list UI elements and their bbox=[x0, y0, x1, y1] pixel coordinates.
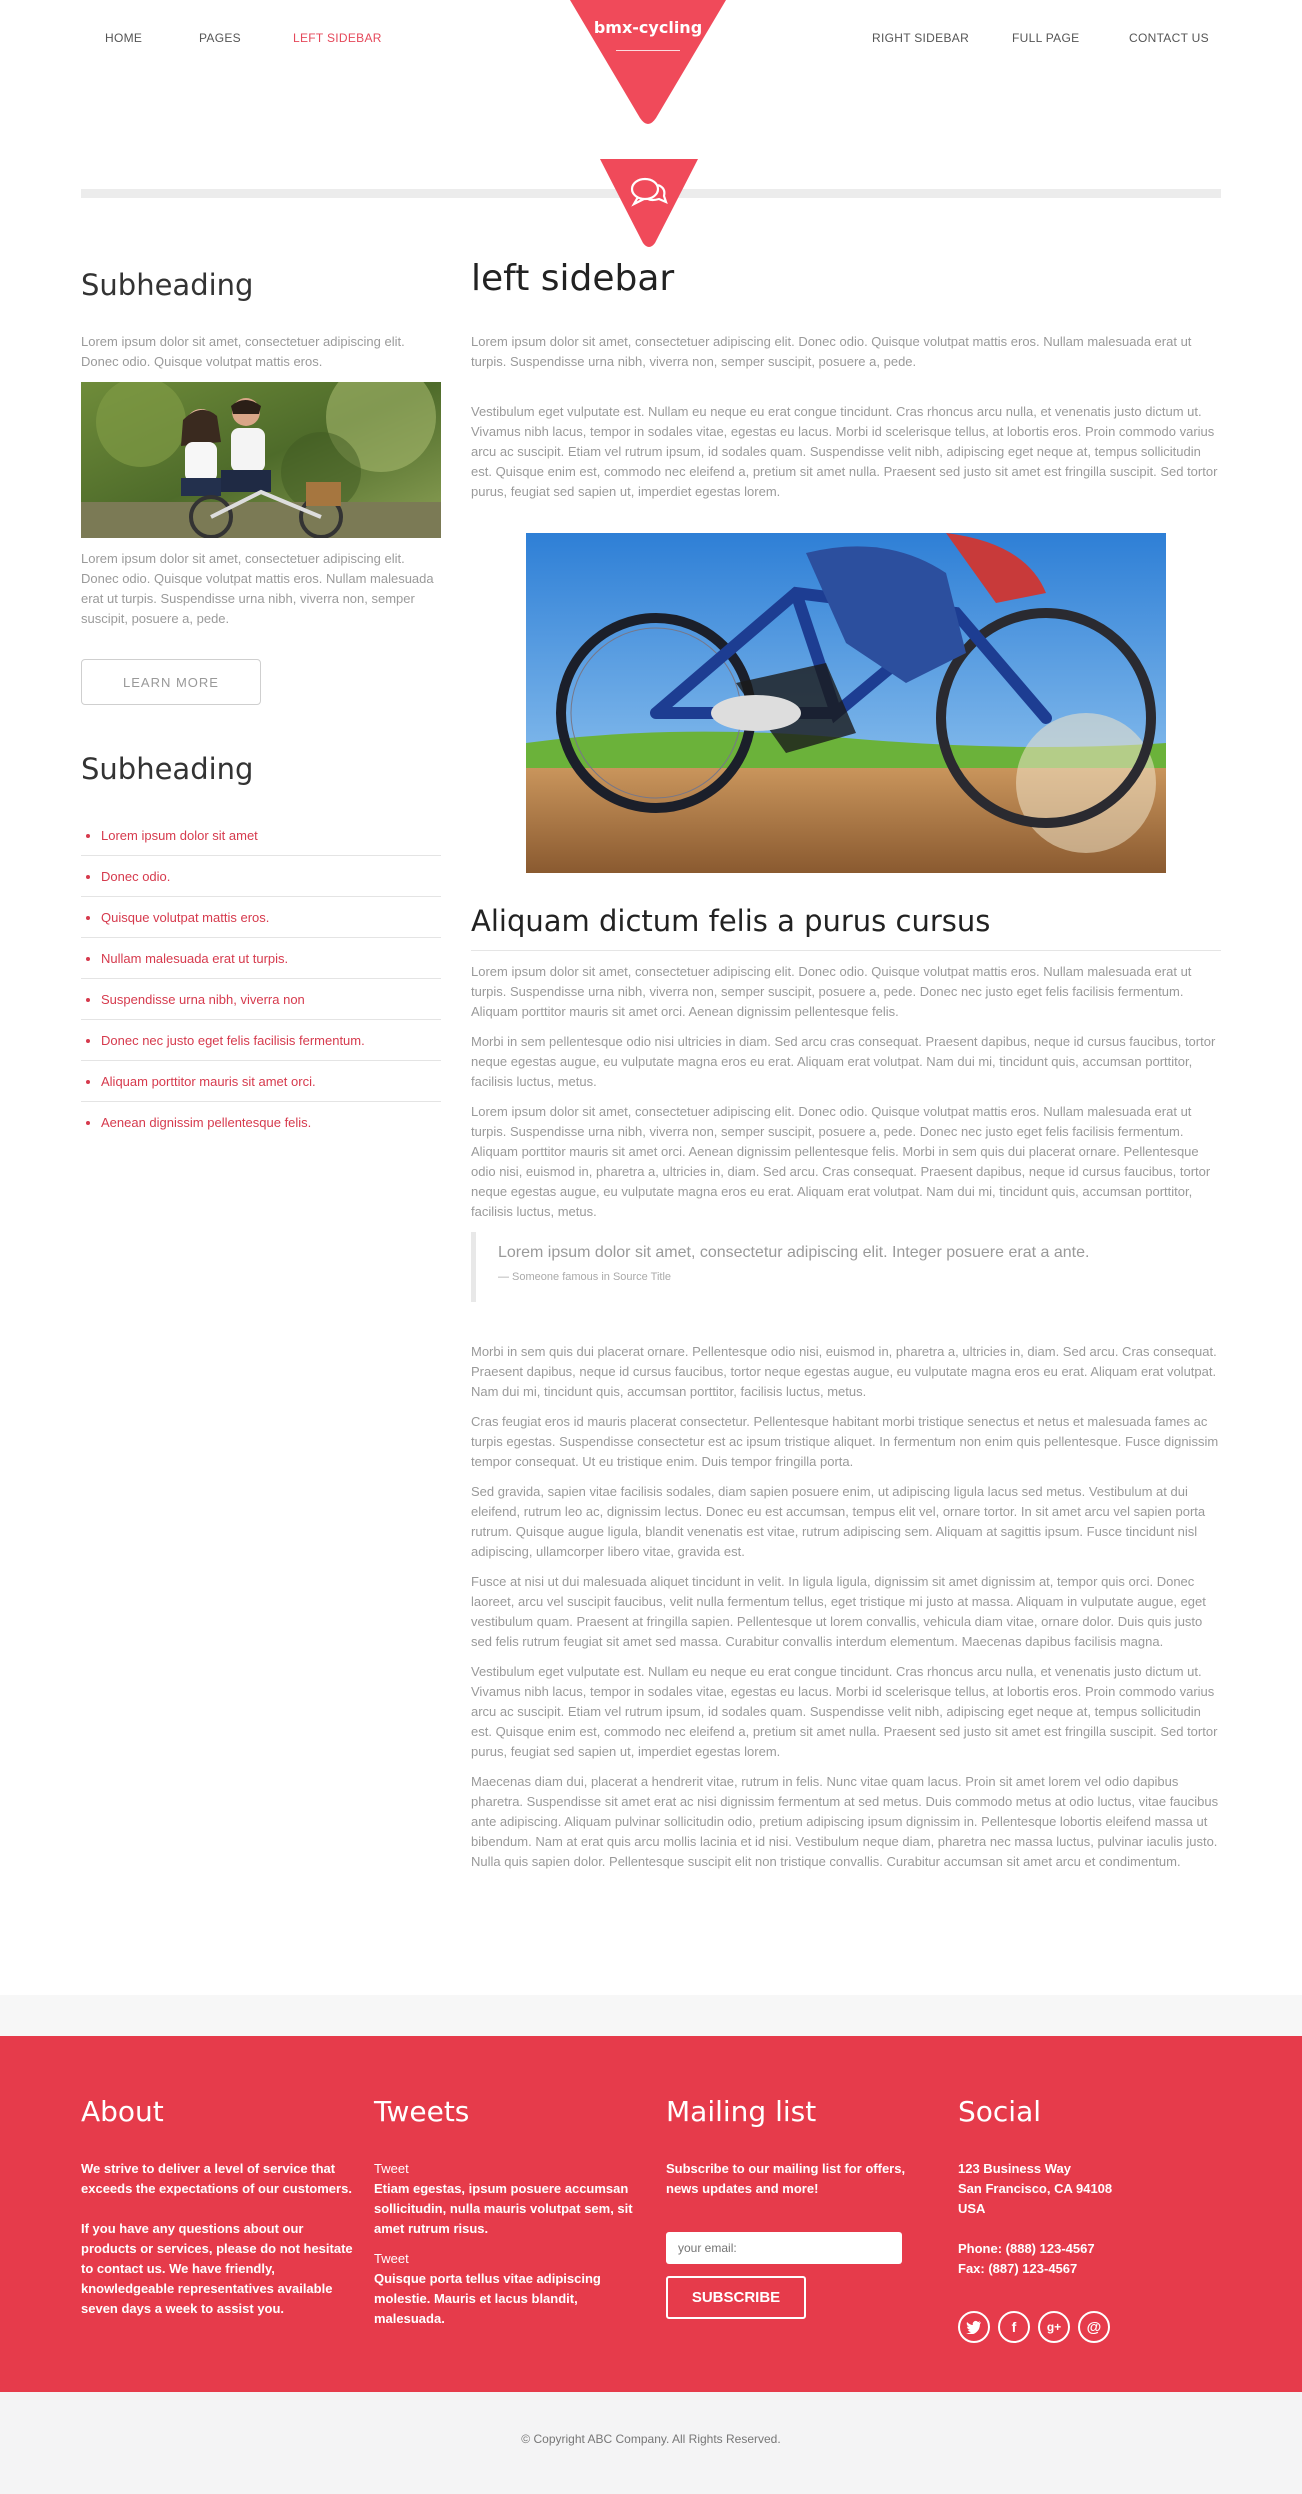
main-paragraph: Vestibulum eget vulputate est. Nullam eu neque eu erat congue tincidunt. Cras rhoncus arcu nulla, et venenatis justo dictum ut. Vivamus nibh lacus, tempor in sodales vitae, egestas eu lacus. Morbi id scelerisque tellus, at lobortis eros. Proin commodo varius arcu ac suscipit. Etiam vel rutrum ipsum, id sodales quam. Suspendisse velit nibh, adipiscing eget neque at, tempus sollicitudin est. Quisque enim est, commodo nec eleifend a, pretium sit amet nulla. Praesent sed justo sit amet est fringilla suscipit. Sed tortor purus, feugiat sed sapien ut, imperdiet egestas lorem. bbox=[471, 404, 1218, 499]
section-heading: Aliquam dictum felis a purus cursus bbox=[471, 904, 991, 938]
main-paragraph: Vestibulum eget vulputate est. Nullam eu neque eu erat congue tincidunt. Cras rhoncus arcu nulla, et venenatis justo dictum ut. Vivamus nibh lacus, tempor in sodales vitae, egestas eu lacus. Morbi id scelerisque tellus, at lobortis eros. Proin commodo varius arcu ac suscipit. Etiam vel rutrum ipsum, id sodales quam. Suspendisse velit nibh, adipiscing eget neque at, tempus sollicitudin est. Quisque enim est, commodo nec eleifend a, pretium sit amet nulla. Praesent sed justo sit amet est fringilla suscipit. Sed tortor purus, feugiat sed sapien ut, imperdiet egestas lorem. bbox=[471, 1664, 1218, 1759]
footer-about-text: We strive to deliver a level of service that exceeds the expectations of our customers. bbox=[81, 2161, 352, 2196]
blockquote bbox=[471, 1232, 1221, 1302]
speech-bubbles-icon bbox=[600, 159, 698, 248]
couple-bicycle-image bbox=[81, 382, 441, 538]
main-paragraph: Lorem ipsum dolor sit amet, consectetuer adipiscing elit. Donec odio. Quisque volutpat mattis eros. Nullam malesuada erat ut turpis. Suspendisse urna nibh, viverra non, semper suscipit, posuere a, pede. Donec nec justo eget felis facilisis fermentum. Aliquam porttitor mauris sit amet orci. Aenean dignissim pellentesque felis. bbox=[471, 964, 1192, 1019]
email-icon[interactable]: @ bbox=[1078, 2311, 1110, 2343]
main-paragraph: Maecenas diam dui, placerat a hendrerit vitae, rutrum in felis. Nunc vitae quam lacus. Proin sit amet lorem vel odio dapibus pharetra. Suspendisse sit amet erat ac nisi dignissim fermentum at sed metus. Duis commodo metus at odio luctus, vitae faucibus ante adipiscing. Aliquam pulvinar sollicitudin odio, pretium adipiscing ipsum dignissim in. Pellentesque lobortis eleifend massa ut bibendum. Nam at erat quis arcu mollis lacinia et id nisi. Vestibulum neque diam, pharetra nec massa luctus, pulvinar iaculis justo. Nulla quis sapien dolor. Pellentesque suscipit elit non tristique convallis. Curabitur accumsan sit amet arcu et condimentum. bbox=[471, 1774, 1219, 1869]
phone-number: Phone: (888) 123-4567 bbox=[958, 2241, 1095, 2256]
footer-mailing-heading: Mailing list bbox=[666, 2095, 817, 2128]
address-line: 123 Business Way bbox=[958, 2161, 1071, 2176]
main-paragraph: Cras feugiat eros id mauris placerat consectetur. Pellentesque habitant morbi tristique senectus et netus et malesuada fames ac turpis egestas. Suspendisse consectetur est ac ipsum tristique aliquet. In fermentum non enim quis pellentesque. Fusce dignissim tempor consequat. Ut eu tristique enim. Duis tempor fringilla porta. bbox=[471, 1414, 1219, 1469]
tweet-label: Tweet bbox=[374, 2251, 409, 2266]
quote-text: Lorem ipsum dolor sit amet, consectetur adipiscing elit. Integer posuere erat a ante. bbox=[498, 1244, 1090, 1261]
main-paragraph: Fusce at nisi ut dui malesuada aliquet tincidunt in velit. In ligula ligula, dignissim sit amet dignissim at, tempor quis orci. Donec laoreet, arcu vel suscipit faucibus, velit nulla fermentum tellus, eget tristique mi justo at massa. Aliquam in vulputate augue, eget vestibulum quam. Praesent at fringilla sapien. Pellentesque ut lorem convallis, vehicula diam vitae, ornare dolor. Duis quis justo sed felis rutrum feugiat sit amet sed massa. Curabitur convallis interdum elementum. Maecenas dapibus facilisis magna. bbox=[471, 1574, 1206, 1649]
sidebar-heading-2: Subheading bbox=[81, 752, 254, 786]
bicycle-hero-image bbox=[526, 533, 1166, 873]
sidebar-link[interactable]: Aenean dignissim pellentesque felis. bbox=[81, 1102, 441, 1143]
twitter-icon[interactable] bbox=[958, 2311, 990, 2343]
footer-tweets-heading: Tweets bbox=[374, 2095, 470, 2128]
footer-social-heading: Social bbox=[958, 2095, 1042, 2128]
learn-more-button[interactable]: LEARN MORE bbox=[81, 659, 261, 705]
footer bbox=[0, 2036, 1302, 2392]
sidebar-link[interactable]: Lorem ipsum dolor sit amet bbox=[81, 815, 441, 856]
fax-number: Fax: (887) 123-4567 bbox=[958, 2261, 1078, 2276]
main-paragraph: Morbi in sem pellentesque odio nisi ultricies in diam. Sed arcu cras consequat. Praesent dapibus, neque id cursus faucibus, tortor neque egestas augue, eu vulputate magna eros eu erat. Aliquam erat volutpat. Nam dui mi, tincidunt quis, accumsan porttitor, facilisis luctus, metus. bbox=[471, 1034, 1216, 1089]
logo-underline bbox=[616, 50, 680, 51]
page-title: left sidebar bbox=[471, 258, 675, 299]
sidebar-link-list bbox=[81, 815, 441, 1143]
quote-source: — Someone famous in Source Title bbox=[498, 1271, 672, 1283]
address-line: San Francisco, CA 94108 bbox=[958, 2181, 1113, 2196]
main-intro: Lorem ipsum dolor sit amet, consectetuer adipiscing elit. Donec odio. Quisque volutpat mattis eros. Nullam malesuada erat ut turpis. Suspendisse urna nibh, viverra non, semper suscipit, posuere a, pede. bbox=[471, 334, 1192, 369]
main-paragraph: Lorem ipsum dolor sit amet, consectetuer adipiscing elit. Donec odio. Quisque volutpat mattis eros. Nullam malesuada erat ut turpis. Suspendisse urna nibh, viverra non, semper suscipit, posuere a, pede. Donec nec justo eget felis facilisis fermentum. Aliquam porttitor mauris sit amet orci. Aenean dignissim pellentesque felis. Morbi in sem quis dui placerat ornare. Pellentesque odio nisi, euismod in, pharetra a, ultricies in, diam. Sed arcu. Cras consequat. Praesent dapibus, neque id cursus faucibus, tortor neque egestas augue, eu vulputate magna eros eu erat. Aliquam erat volutpat. Nam dui mi, tincidunt quis, accumsan porttitor, facilisis luctus, metus. bbox=[471, 1104, 1211, 1219]
nav-contact[interactable]: CONTACT US bbox=[1129, 31, 1209, 45]
nav-home[interactable]: HOME bbox=[105, 31, 143, 45]
nav-pages[interactable]: PAGES bbox=[199, 31, 241, 45]
google-plus-icon[interactable]: g+ bbox=[1038, 2311, 1070, 2343]
sidebar-link[interactable]: Donec odio. bbox=[81, 856, 441, 897]
address-line: USA bbox=[958, 2201, 986, 2216]
sidebar-link[interactable]: Aliquam porttitor mauris sit amet orci. bbox=[81, 1061, 441, 1102]
sidebar-heading-1: Subheading bbox=[81, 268, 254, 302]
subscribe-button[interactable]: SUBSCRIBE bbox=[666, 2276, 806, 2319]
nav-right-sidebar[interactable]: RIGHT SIDEBAR bbox=[872, 31, 970, 45]
main-paragraph: Morbi in sem quis dui placerat ornare. Pellentesque odio nisi, euismod in, pharetra a, ultricies in, diam. Sed arcu. Cras consequat. Praesent dapibus, neque id cursus faucibus, tortor neque egestas augue, eu vulputate magna eros eu erat. Aliquam erat volutpat. Nam dui mi, tincidunt quis, accumsan porttitor, facilisis luctus, metus. bbox=[471, 1344, 1217, 1399]
footer-about-text: If you have any questions about our products or services, please do not hesitate to contact us. We have friendly, knowledgeable representatives available seven days a week to assist you. bbox=[81, 2221, 353, 2316]
nav-full-page[interactable]: FULL PAGE bbox=[1012, 31, 1080, 45]
tweet-text: Etiam egestas, ipsum posuere accumsan sollicitudin, nulla mauris volutpat sem, sit amet rutrum risus. bbox=[374, 2181, 633, 2236]
section-rule bbox=[471, 950, 1221, 951]
email-input[interactable] bbox=[666, 2232, 902, 2264]
copyright-text: © Copyright ABC Company. All Rights Reserved. bbox=[521, 2432, 781, 2446]
sidebar-image-caption: Lorem ipsum dolor sit amet, consectetuer adipiscing elit. Donec odio. Quisque volutpat mattis eros. Nullam malesuada erat ut turpis. Suspendisse urna nibh, viverra non, semper suscipit, posuere a, pede. bbox=[81, 551, 434, 626]
tweet-text: Quisque porta tellus vitae adipiscing molestie. Mauris et lacus blandit, malesuada. bbox=[374, 2271, 601, 2326]
main-paragraph: Sed gravida, sapien vitae facilisis sodales, diam sapien posuere enim, ut adipiscing ligula lacus sed metus. Vestibulum at dui eleifend, rutrum leo ac, dignissim lectus. Donec eu est accumsan, tempus elit vel, ornare tortor. In sit amet arcu vel sapien porta rutrum. Quisque augue ligula, blandit venenatis est vitae, rutrum adipiscing sem. Aliquam at sagittis ipsum. Fusce tincidunt nisl adipiscing, ullamcorper libero vitae, gravida est. bbox=[471, 1484, 1206, 1559]
nav-left-sidebar[interactable]: LEFT SIDEBAR bbox=[293, 31, 382, 45]
footer-top-band bbox=[0, 1995, 1302, 2036]
sidebar-link[interactable]: Quisque volutpat mattis eros. bbox=[81, 897, 441, 938]
sidebar-link[interactable]: Nullam malesuada erat ut turpis. bbox=[81, 938, 441, 979]
sidebar-intro: Lorem ipsum dolor sit amet, consectetuer adipiscing elit. Donec odio. Quisque volutpat mattis eros. bbox=[81, 334, 405, 369]
sidebar-link[interactable]: Donec nec justo eget felis facilisis fermentum. bbox=[81, 1020, 441, 1061]
logo-text[interactable]: bmx-cycling bbox=[593, 18, 703, 37]
footer-about-heading: About bbox=[81, 2095, 164, 2128]
sidebar-link[interactable]: Suspendisse urna nibh, viverra non bbox=[81, 979, 441, 1020]
facebook-icon[interactable]: f bbox=[998, 2311, 1030, 2343]
tweet-label: Tweet bbox=[374, 2161, 409, 2176]
footer-mailing-text: Subscribe to our mailing list for offers, news updates and more! bbox=[666, 2161, 906, 2196]
